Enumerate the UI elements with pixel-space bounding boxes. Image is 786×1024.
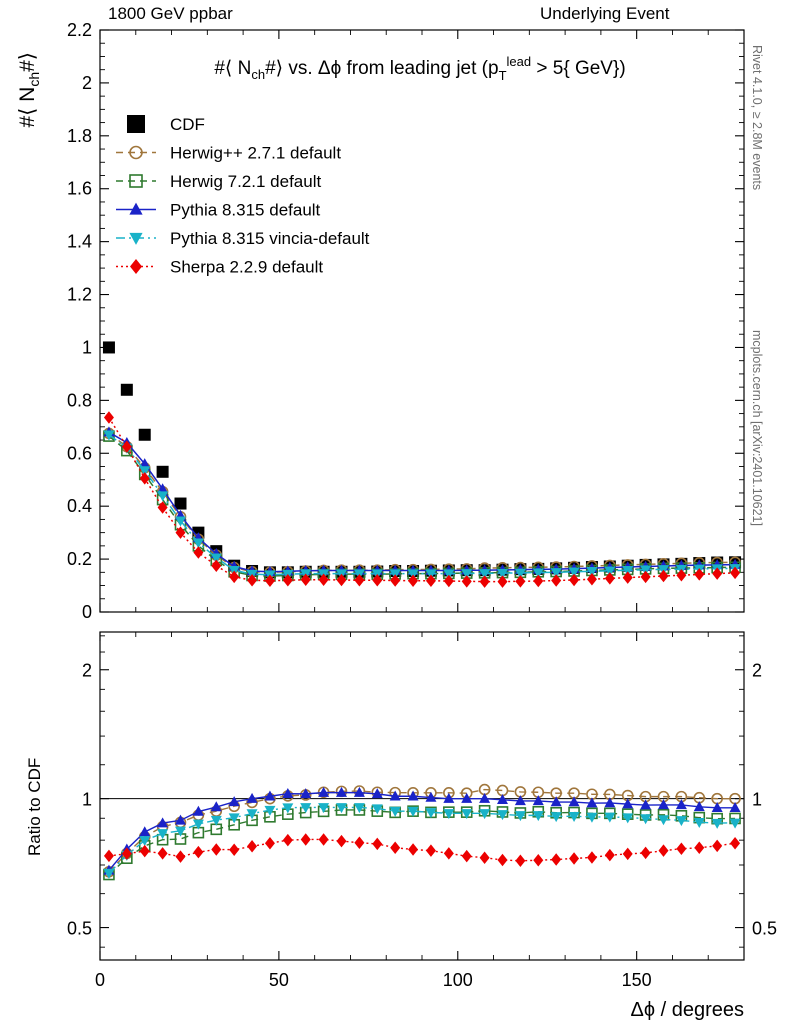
series-marker [157,466,169,478]
x-axis-label: Δϕ / degrees [630,999,744,1021]
ratio-y-tick-label: 1 [81,789,92,810]
legend-marker [127,115,145,133]
ratio-series-marker [319,833,329,846]
legend-label: Sherpa 2.2.9 default [170,257,324,277]
y-tick-label: 0 [81,602,92,622]
legend-marker [130,259,142,274]
ratio-series-marker [104,850,114,863]
ratio-series-marker [354,836,364,849]
ratio-y-tick-label: 0.5 [66,918,92,939]
legend-label: CDF [170,115,205,134]
ratio-series-marker [193,846,203,859]
y-tick-label: 0.2 [66,549,92,570]
ratio-series-marker [479,809,490,819]
legend-label: Herwig++ 2.7.1 default [170,143,342,163]
legend-label: Herwig 7.2.1 default [170,172,322,191]
series-marker [444,575,454,588]
x-tick-label: 150 [621,970,652,990]
series-line [109,418,735,582]
ratio-series-marker [730,802,741,812]
ratio-series-marker [623,848,633,861]
header-right: Underlying Event [540,4,670,23]
ratio-series-marker [515,811,526,821]
ratio-series-marker [211,843,221,856]
ratio-y-axis-label: Ratio to CDF [25,757,44,856]
ratio-series-marker [229,843,239,856]
y-tick-label: 0.8 [66,390,92,411]
series-marker [139,429,151,441]
y-tick-label: 1.6 [66,178,92,199]
series-line [109,436,735,576]
ratio-series-marker [283,834,293,847]
series-marker [605,572,615,585]
legend-label: Pythia 8.315 default [170,200,321,220]
y-tick-label: 2.2 [66,20,92,40]
ratio-series-marker [659,844,669,857]
y-tick-label: 0.6 [66,443,92,464]
series-marker [103,341,115,353]
ratio-series-marker [176,850,186,863]
ratio-y-tick-label-right: 1 [752,789,763,810]
ratio-series-marker [515,855,525,868]
ratio-series-marker [461,793,472,803]
ratio-series-marker [140,845,150,858]
legend-marker [129,233,142,245]
x-tick-label: 100 [442,970,473,990]
ratio-series-marker [372,838,382,851]
series-marker [623,571,633,584]
ratio-series-marker [301,833,311,846]
ratio-series-marker [730,837,740,850]
ratio-series-marker [694,842,704,855]
ratio-series-marker [337,835,347,848]
ratio-series-marker [265,837,275,850]
series-marker [229,571,239,584]
series-marker [211,559,221,572]
ratio-series-marker [497,810,508,820]
ratio-series-marker [712,840,722,853]
x-tick-label: 0 [94,970,106,990]
ratio-series-marker [408,843,418,856]
chart-title: #⟨ $N_{ch}\#⟩$ vs. Δϕ from leading jet ($p_T^{lead} > 5${ GeV}) [214,54,626,83]
y-tick-label: 1.8 [66,125,92,146]
ratio-series-marker [139,826,150,836]
ratio-series-marker [498,854,508,867]
y-tick-label: 0.4 [66,496,92,517]
ratio-series-marker [462,850,472,863]
y-tick-label: 1.2 [66,284,92,305]
ratio-y-tick-label: 2 [81,660,92,681]
legend-marker [129,203,142,215]
ratio-series-marker [426,844,436,857]
series-marker [659,570,669,583]
legend-label: Pythia 8.315 vincia-default [170,229,370,248]
y-axis-label: #⟨ $N_{ch}\#⟩$ [16,52,42,128]
side-info-mcplots: mcplots.cern.ch [arXiv:2401.10621] [750,330,764,526]
series-marker [641,571,651,584]
series-marker [676,569,686,582]
y-tick-label: 1.4 [66,231,92,252]
ratio-y-tick-label-right: 2 [752,660,763,681]
series-marker [694,568,704,581]
ratio-series-marker [444,847,454,860]
ratio-panel-frame [100,632,744,960]
ratio-series-marker [551,853,561,866]
y-tick-label: 1 [81,337,92,358]
x-tick-label: 50 [268,970,289,990]
series-marker [462,575,472,588]
header-left: 1800 GeV ppbar [108,4,233,23]
series-marker [175,498,187,510]
y-tick-label: 2 [81,72,92,93]
ratio-series-marker [533,795,544,805]
series-marker [121,384,133,396]
ratio-series-line [109,839,735,860]
ratio-series-marker [569,796,580,806]
ratio-y-tick-label-right: 0.5 [752,918,778,939]
ratio-series-marker [569,852,579,865]
side-info-rivet: Rivet 4.1.0, ≥ 2.8M events [750,45,764,191]
ratio-series-marker [533,854,543,867]
ratio-series-marker [605,849,615,862]
ratio-series-marker [587,851,597,864]
ratio-series-marker [247,840,257,853]
ratio-series-marker [479,793,490,803]
series-line [109,435,735,575]
ratio-series-marker [336,803,347,813]
ratio-series-marker [158,847,168,860]
ratio-series-marker [390,842,400,855]
ratio-series-marker [676,842,686,855]
ratio-series-marker [480,851,490,864]
ratio-series-marker [641,847,651,860]
